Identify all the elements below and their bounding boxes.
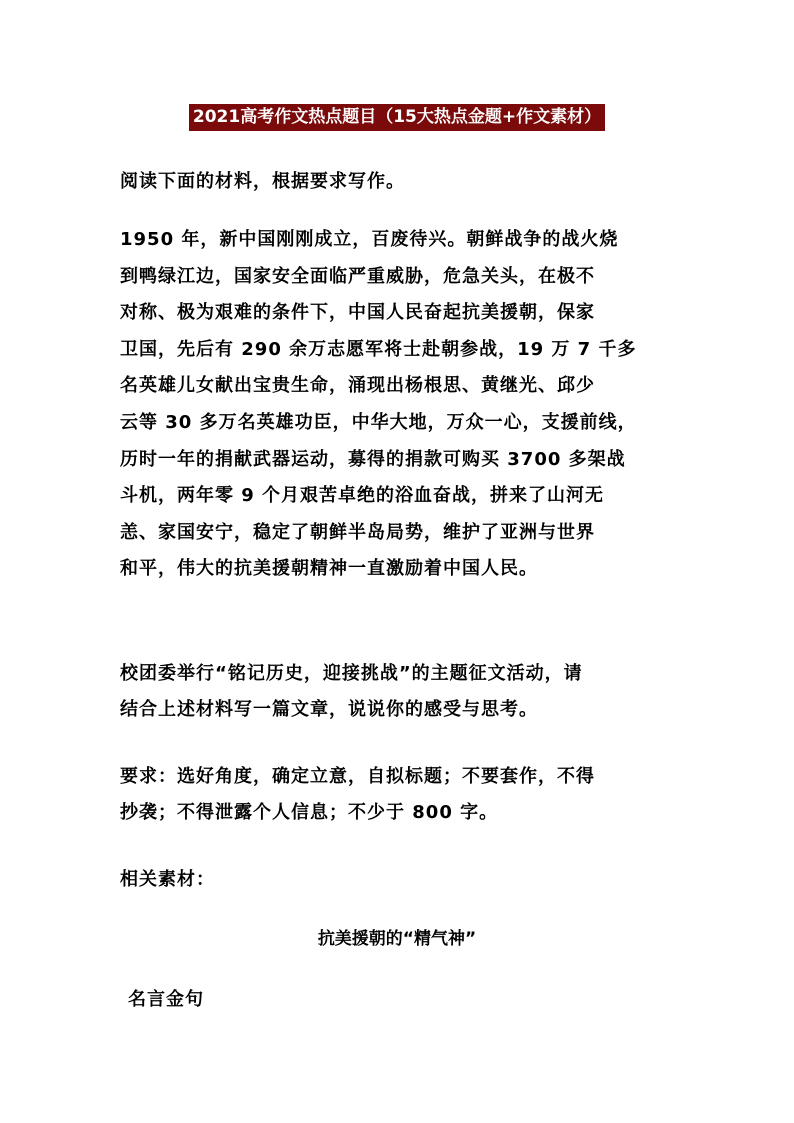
related-materials-label	[120, 862, 680, 898]
material-line: 恙、家国安宁，稳定了朝鲜半岛局势，维护了亚洲与世界	[120, 521, 595, 543]
task-line: 校团委举行“铭记历史，迎接挑战”的主题征文活动，请	[120, 663, 583, 684]
material-line: 历时一年的捐献武器运动，募得的捐款可购买 3700 多架战	[120, 448, 626, 470]
material-line: 到鸭绿江边，国家安全面临严重威胁，危急关头，在极不	[120, 265, 595, 287]
requirement-line: 抄袭；不得泄露个人信息；不少于 800 字。	[120, 802, 499, 823]
material-line: 名英雄儿女献出宝贵生命，涌现出杨根思、黄继光、邱少	[120, 375, 595, 397]
related-label-text: 相关素材：	[120, 869, 215, 890]
material-line: 和平，伟大的抗美援朝精神一直激励着中国人民。	[120, 558, 538, 580]
intro-line: 阅读下面的材料，根据要求写作。	[120, 171, 405, 192]
quotes-heading: 名言金句	[128, 989, 204, 1010]
material-line: 斗机，两年零 9 个月艰苦卓绝的浴血奋战，拼来了山河无	[120, 485, 605, 507]
material-paragraph	[120, 222, 680, 588]
task-line: 结合上述材料写一篇文章，说说你的感受与思考。	[120, 699, 538, 720]
requirement-line: 要求：选好角度，确定立意，自拟标题；不要套作，不得	[120, 766, 595, 787]
material-line: 云等 30 多万名英雄功臣，中华大地，万众一心，支援前线，	[120, 411, 637, 433]
requirements-paragraph	[120, 759, 680, 831]
material-line: 1950 年，新中国刚刚成立，百废待兴。朝鲜战争的战火烧	[120, 229, 619, 250]
material-line: 卫国，先后有 290 余万志愿军将士赴朝参战，19 万 7 千多	[120, 338, 637, 360]
section-title: 抗美援朝的“精气神”	[317, 929, 477, 949]
intro-paragraph	[120, 164, 680, 200]
document-title: 2021高考作文热点题目（15大热点金题+作文素材）	[189, 104, 605, 131]
material-line: 对称、极为艰难的条件下，中国人民奋起抗美援朝，保家	[120, 302, 595, 324]
title-container	[0, 104, 794, 131]
task-paragraph	[120, 656, 680, 728]
